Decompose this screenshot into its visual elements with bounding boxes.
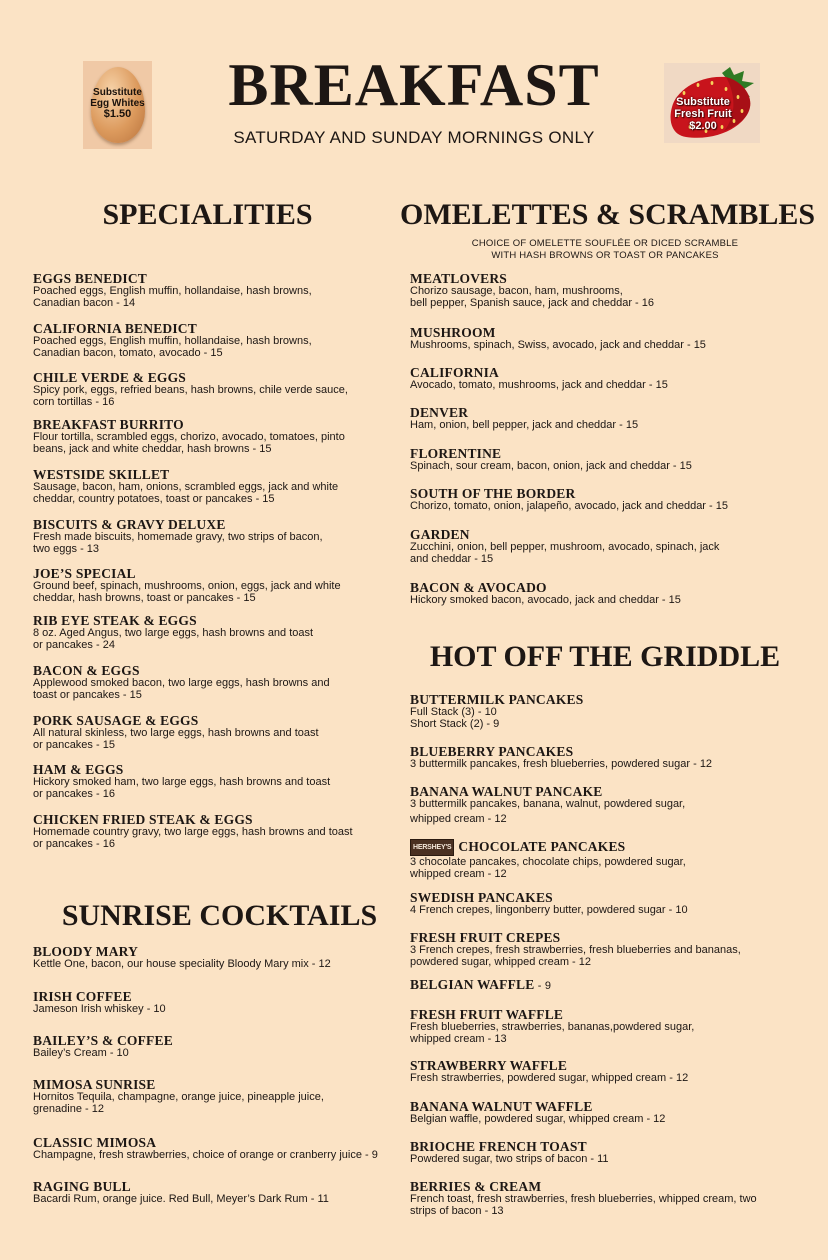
item-desc: cheddar, hash browns, toast or pancakes - 15 — [33, 592, 256, 604]
item-desc: 4 French crepes, lingonberry butter, powdered sugar - 10 — [410, 904, 688, 916]
item-name: BREAKFAST BURRITO — [33, 417, 184, 432]
menu-item — [33, 322, 312, 359]
item-desc: Belgian waffle, powdered sugar, whipped cream - 12 — [410, 1113, 666, 1125]
menu-item — [33, 371, 348, 408]
menu-item — [410, 931, 741, 968]
item-desc: Champagne, fresh strawberries, choice of orange or cranberry juice - 9 — [33, 1149, 378, 1161]
item-desc: Spinach, sour cream, bacon, onion, jack and cheddar - 15 — [410, 460, 692, 472]
item-desc: Zucchini, onion, bell pepper, mushroom, avocado, spinach, jack — [410, 541, 720, 553]
item-name: BELGIAN WAFFLE — [410, 977, 535, 992]
item-name: MUSHROOM — [410, 325, 496, 340]
item-name: FRESH FRUIT WAFFLE — [410, 1007, 564, 1022]
item-name: JOE’S SPECIAL — [33, 566, 136, 581]
item-desc: 8 oz. Aged Angus, two large eggs, hash browns and toast — [33, 627, 314, 639]
menu-item — [33, 614, 313, 651]
item-desc: and cheddar - 15 — [410, 553, 494, 565]
item-name: PORK SAUSAGE & EGGS — [33, 713, 199, 728]
item-name: CALIFORNIA — [410, 365, 500, 380]
menu-item — [410, 1140, 609, 1165]
item-desc: whipped cream - 12 — [410, 868, 507, 880]
item-desc: French toast, fresh strawberries, fresh blueberries, whipped cream, two — [410, 1193, 757, 1205]
item-name: BRIOCHE FRENCH TOAST — [410, 1139, 587, 1154]
menu-item — [33, 272, 312, 309]
item-name: DENVER — [410, 405, 469, 420]
item-desc: Fresh blueberries, strawberries, bananas,powdered sugar, — [410, 1021, 695, 1033]
item-desc: cheddar, country potatoes, toast or pancakes - 15 — [33, 493, 275, 505]
menu-item — [33, 468, 338, 505]
menu-item — [33, 1078, 324, 1115]
item-desc: Poached eggs, English muffin, hollandaise, hash browns, — [33, 285, 312, 297]
item-name: MEATLOVERS — [410, 271, 508, 286]
item-name: CLASSIC MIMOSA — [33, 1135, 157, 1150]
menu-item — [33, 1180, 329, 1205]
item-name: EGGS BENEDICT — [33, 271, 148, 286]
item-desc: Bacardi Rum, orange juice. Red Bull, Meyer’s Dark Rum - 11 — [33, 1193, 329, 1205]
item-desc: Fresh made biscuits, homemade gravy, two strips of bacon, — [33, 531, 323, 543]
menu-item — [410, 839, 686, 880]
item-name: BAILEY’S & COFFEE — [33, 1033, 173, 1048]
page-subtitle: SATURDAY AND SUNDAY MORNINGS ONLY — [233, 128, 595, 147]
menu-item — [410, 447, 692, 472]
item-name: RIB EYE STEAK & EGGS — [33, 613, 197, 628]
item-desc: whipped cream - 12 — [410, 813, 507, 825]
item-desc: Flour tortilla, scrambled eggs, chorizo, avocado, tomatoes, pinto — [33, 431, 345, 443]
item-name: BANANA WALNUT WAFFLE — [410, 1099, 593, 1114]
item-desc: Jameson Irish whiskey - 10 — [33, 1003, 166, 1015]
item-name: HAM & EGGS — [33, 762, 124, 777]
item-desc: Fresh strawberries, powdered sugar, whipped cream - 12 — [410, 1072, 689, 1084]
item-desc: Applewood smoked bacon, two large eggs, hash browns and — [33, 677, 330, 689]
specialities-title: SPECIALITIES — [102, 198, 313, 231]
item-desc: grenadine - 12 — [33, 1103, 104, 1115]
cocktails-title: SUNRISE COCKTAILS — [61, 899, 378, 932]
item-desc: powdered sugar, whipped cream - 12 — [410, 956, 591, 968]
item-desc: or pancakes - 16 — [33, 788, 115, 800]
menu-item — [410, 745, 712, 770]
item-desc: two eggs - 13 — [33, 543, 100, 555]
fresh-fruit-badge — [664, 63, 760, 143]
item-name: RAGING BULL — [33, 1179, 131, 1194]
item-desc: Canadian bacon - 14 — [33, 297, 136, 309]
menu-item — [33, 813, 353, 850]
item-desc: Chorizo, tomato, onion, jalapeño, avocado, jack and cheddar - 15 — [410, 500, 728, 512]
item-desc: Canadian bacon, tomato, avocado - 15 — [33, 347, 223, 359]
menu-item — [33, 418, 345, 455]
menu-item — [410, 693, 583, 730]
griddle-title: HOT OFF THE GRIDDLE — [429, 640, 781, 673]
menu-item — [33, 714, 319, 751]
item-desc: Hickory smoked bacon, avocado, jack and cheddar - 15 — [410, 594, 681, 606]
menu-item — [33, 664, 330, 701]
hersheys-logo: HERSHEY'S — [410, 839, 454, 856]
menu-item — [410, 528, 719, 565]
menu-item — [410, 1059, 688, 1084]
item-desc: Bailey’s Cream - 10 — [33, 1047, 129, 1059]
item-name: BISCUITS & GRAVY DELUXE — [33, 517, 226, 532]
menu-item — [33, 1034, 173, 1059]
item-desc: Hornitos Tequila, champagne, orange juice, pineapple juice, — [33, 1091, 324, 1103]
menu-item — [33, 518, 323, 555]
item-name: CHICKEN FRIED STEAK & EGGS — [33, 812, 253, 827]
item-name: FLORENTINE — [410, 446, 502, 461]
menu-item — [33, 567, 341, 604]
omelettes-title: OMELETTES & SCRAMBLES — [400, 198, 816, 231]
item-name: BANANA WALNUT PANCAKE — [410, 784, 603, 799]
item-desc: or pancakes - 24 — [33, 639, 115, 651]
item-desc: bell pepper, Spanish sauce, jack and cheddar - 16 — [410, 297, 654, 309]
item-name: BACON & AVOCADO — [410, 580, 547, 595]
item-name: STRAWBERRY WAFFLE — [410, 1058, 568, 1073]
item-name: CALIFORNIA BENEDICT — [33, 321, 197, 336]
menu-item — [33, 763, 330, 800]
menu-item — [410, 978, 551, 993]
item-desc: Kettle One, bacon, our house speciality Bloody Mary mix - 12 — [33, 958, 331, 970]
item-desc: Powdered sugar, two strips of bacon - 11 — [410, 1153, 609, 1165]
menu-item — [410, 891, 688, 916]
item-name: BERRIES & CREAM — [410, 1179, 542, 1194]
menu-item — [410, 785, 685, 825]
item-desc: strips of bacon - 13 — [410, 1205, 504, 1217]
item-desc: 3 French crepes, fresh strawberries, fresh blueberries and bananas, — [410, 944, 741, 956]
omelettes-note — [400, 238, 810, 262]
menu-item — [410, 1180, 757, 1217]
menu-item — [33, 1136, 378, 1161]
omelettes-note-line2: WITH HASH BROWNS OR TOAST OR PANCAKES — [491, 250, 719, 261]
egg-badge-line1: Substitute — [93, 87, 142, 98]
item-desc: toast or pancakes - 15 — [33, 689, 142, 701]
item-name: MIMOSA SUNRISE — [33, 1077, 156, 1092]
fruit-badge-line1: Substitute — [676, 96, 730, 108]
page-title: BREAKFAST — [228, 52, 600, 118]
egg-badge-price: $1.50 — [103, 108, 132, 120]
item-desc: Homemade country gravy, two large eggs, hash browns and toast — [33, 826, 353, 838]
item-name: BLOODY MARY — [33, 944, 139, 959]
egg-badge-line2: Egg Whites — [90, 98, 145, 109]
omelettes-note-line1: CHOICE OF OMELETTE SOUFLÉE OR DICED SCRAMBLE — [471, 238, 739, 249]
item-name: CHOCOLATE PANCAKES — [458, 839, 626, 854]
item-name: SOUTH OF THE BORDER — [410, 486, 576, 501]
item-desc: beans, jack and white cheddar, hash browns - 15 — [33, 443, 272, 455]
menu-item — [410, 366, 668, 391]
item-desc: or pancakes - 16 — [33, 838, 115, 850]
item-desc: 3 buttermilk pancakes, banana, walnut, powdered sugar, — [410, 798, 686, 810]
menu-item — [410, 1100, 665, 1125]
item-desc: 3 chocolate pancakes, chocolate chips, powdered sugar, — [410, 856, 686, 868]
item-desc: Ham, onion, bell pepper, jack and cheddar - 15 — [410, 419, 639, 431]
fruit-badge-line2: Fresh Fruit — [674, 108, 732, 120]
menu-item — [410, 581, 681, 606]
item-name: SWEDISH PANCAKES — [410, 890, 553, 905]
menu-item — [410, 272, 654, 309]
item-desc: Avocado, tomato, mushrooms, jack and cheddar - 15 — [410, 379, 668, 391]
item-name: FRESH FRUIT CREPES — [410, 930, 561, 945]
item-name: BLUEBERRY PANCAKES — [410, 744, 574, 759]
fruit-badge-price: $2.00 — [689, 120, 717, 132]
item-price: - 9 — [534, 980, 552, 992]
item-desc: Chorizo sausage, bacon, ham, mushrooms, — [410, 285, 623, 297]
item-name: BACON & EGGS — [33, 663, 140, 678]
item-desc: Spicy pork, eggs, refried beans, hash browns, chile verde sauce, — [33, 384, 348, 396]
item-name: WESTSIDE SKILLET — [33, 467, 170, 482]
item-desc: Short Stack (2) - 9 — [410, 718, 500, 730]
item-name: CHILE VERDE & EGGS — [33, 370, 187, 385]
item-name: IRISH COFFEE — [33, 989, 132, 1004]
item-desc: 3 buttermilk pancakes, fresh blueberries, powdered sugar - 12 — [410, 758, 713, 770]
item-desc: or pancakes - 15 — [33, 739, 115, 751]
menu-item — [33, 990, 166, 1015]
item-desc: Ground beef, spinach, mushrooms, onion, eggs, jack and white — [33, 580, 341, 592]
menu-item — [410, 1008, 694, 1045]
item-desc: Sausage, bacon, ham, onions, scrambled eggs, jack and white — [33, 481, 339, 493]
item-desc: Mushrooms, spinach, Swiss, avocado, jack and cheddar - 15 — [410, 339, 706, 351]
item-desc: All natural skinless, two large eggs, hash browns and toast — [33, 727, 319, 739]
item-name: GARDEN — [410, 527, 470, 542]
item-name: BUTTERMILK PANCAKES — [410, 692, 584, 707]
item-desc: whipped cream - 13 — [410, 1033, 507, 1045]
menu-item — [410, 487, 728, 512]
menu-item — [33, 945, 331, 970]
item-desc: Hickory smoked ham, two large eggs, hash browns and toast — [33, 776, 331, 788]
item-desc: corn tortillas - 16 — [33, 396, 115, 408]
item-desc: Poached eggs, English muffin, hollandaise, hash browns, — [33, 335, 312, 347]
item-desc: Full Stack (3) - 10 — [410, 706, 497, 718]
menu-item — [410, 326, 706, 351]
menu-item — [410, 406, 638, 431]
